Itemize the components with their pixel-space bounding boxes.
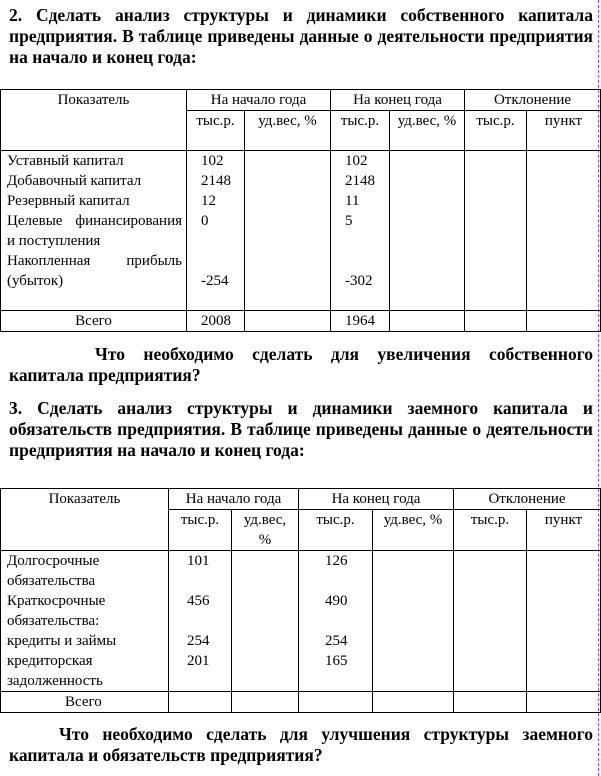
end-values-cell [299,551,373,692]
total-label: Всего [1,692,169,713]
row-name: Добавочный капитал [7,173,142,189]
sub-start-thousand-rub: тыс.р. [169,510,232,551]
col-deviation-header: Отклонение [465,90,601,111]
task2-question-text: Что необходимо сделать для увеличения собственного капитала предприятия? [9,344,593,385]
sub-end-thousand-rub: тыс.р. [331,111,390,151]
start-value: 2148 [201,173,231,189]
start-value: 102 [201,153,224,169]
task3-question-text: Что необходимо сделать для улучшения структуры заемного капитала и обязательств предприятия? [9,724,593,765]
sub-deviation-points: пункт [527,111,601,151]
total-end-share [390,311,465,332]
sub-start-share: уд.вес, % [245,111,331,151]
sub-deviation-thousand-rub: тыс.р. [454,510,527,551]
task3-heading: 3. Сделать анализ структуры и динамики заемного капитала и обязательств предприятия. В таблице приведены данные о деятельности предприятия на начало и конец года: [9,398,593,460]
row-name: Накопленная прибыль (убыток) [7,253,182,289]
deviation-rub-cell [465,151,527,311]
start-value: 456 [187,593,210,609]
total-end-share [373,692,454,713]
sub-end-share: уд.вес, % [373,510,454,551]
end-value: -302 [345,273,373,289]
start-share-cell [232,551,299,692]
start-value: 254 [187,633,210,649]
start-share-cell [245,151,331,311]
deviation-points-cell [527,551,601,692]
total-end: 1964 [331,311,390,332]
end-value: 102 [345,153,368,169]
col-deviation-header: Отклонение [454,489,601,510]
task2-question [9,344,593,386]
row-name: Резервный капитал [7,193,130,209]
end-share-cell [373,551,454,692]
col-end-header: На конец года [299,489,454,510]
total-deviation-rub [454,692,527,713]
col-start-header: На начало года [169,489,299,510]
total-deviation-points [527,311,601,332]
end-value: 490 [325,593,348,609]
end-share-cell [390,151,465,311]
row-name: Краткосрочные обязательства: [7,593,106,629]
sub-deviation-thousand-rub: тыс.р. [465,111,527,151]
total-end [299,692,373,713]
row-name: кредиты и займы [7,633,117,649]
total-start: 2008 [187,311,245,332]
col-indicator-header: Показатель [1,489,169,551]
deviation-points-cell [527,151,601,311]
row-name: Целевые финансирования и поступления [7,213,182,249]
start-value: 0 [201,213,209,229]
total-start [169,692,232,713]
total-deviation-points [527,692,601,713]
total-start-share [232,692,299,713]
end-value: 254 [325,633,348,649]
row-name: Уставный капитал [7,153,124,169]
liabilities-table [0,488,601,713]
task3-question [9,724,593,766]
col-end-header: На конец года [331,90,465,111]
sub-start-share: уд.вес, % [232,510,299,551]
row-name: кредиторская задолженность [7,653,103,689]
total-label: Всего [1,311,187,332]
total-start-share [245,311,331,332]
indicator-names-cell [1,151,187,311]
start-value: 201 [187,653,210,669]
start-value: -254 [201,273,229,289]
sub-end-thousand-rub: тыс.р. [299,510,373,551]
total-deviation-rub [465,311,527,332]
start-values-cell [187,151,245,311]
start-value: 101 [187,553,210,569]
end-value: 126 [325,553,348,569]
task2-heading: 2. Сделать анализ структуры и динамики собственного капитала предприятия. В таблице приведены данные о деятельности предприятия на начало и конец года: [9,5,593,67]
col-indicator-header: Показатель [1,90,187,151]
deviation-rub-cell [454,551,527,692]
end-value: 165 [325,653,348,669]
end-value: 11 [345,193,360,209]
end-value: 2148 [345,173,375,189]
row-name: Долгосрочные обязательства [7,553,100,589]
col-start-header: На начало года [187,90,331,111]
end-values-cell [331,151,390,311]
equity-table [0,89,601,332]
sub-end-share: уд.вес, % [390,111,465,151]
end-value: 5 [345,213,353,229]
start-value: 12 [201,193,216,209]
sub-deviation-points: пункт [527,510,601,551]
sub-start-thousand-rub: тыс.р. [187,111,245,151]
start-values-cell [169,551,232,692]
indicator-names-cell [1,551,169,692]
